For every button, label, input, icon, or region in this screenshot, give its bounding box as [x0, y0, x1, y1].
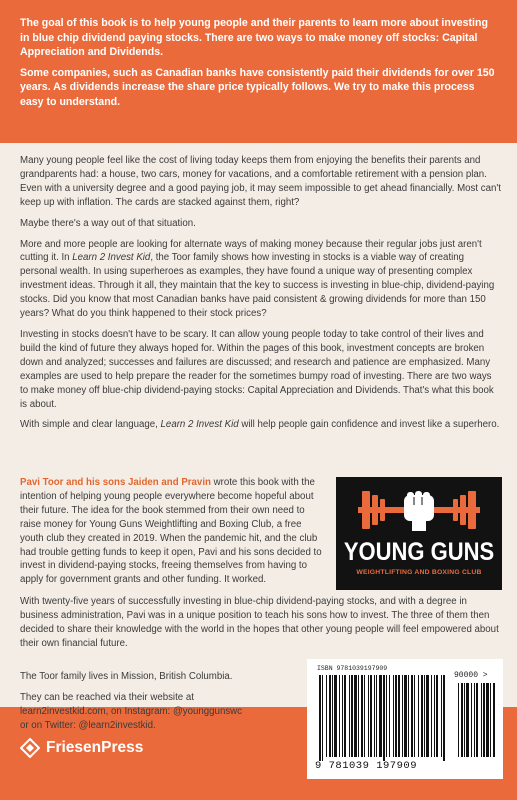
logo-name: YOUNG GUNS [343, 537, 495, 566]
barcode-bar [342, 675, 343, 757]
barcode-bar [326, 675, 327, 757]
friesenpress-diamond-icon [20, 738, 40, 758]
body-paragraph-2: Maybe there's a way out of that situation. [20, 217, 196, 229]
publisher-name: FriesenPress [46, 739, 144, 756]
contact-end: . [152, 719, 156, 731]
author-bio [20, 476, 326, 587]
barcode-bar [393, 675, 394, 757]
barcode-bar [424, 675, 425, 757]
barcode-bar [358, 675, 359, 757]
barcode-bar [349, 675, 350, 757]
price-code: 90000 > [454, 671, 488, 680]
publisher-logo [20, 738, 143, 758]
contact-line-1: They can be reached via their website at [20, 691, 194, 703]
addon-barcode-bar [458, 683, 459, 757]
barcode-bar [414, 675, 415, 757]
barcode-bar [322, 675, 323, 761]
barcode-bars [307, 659, 503, 763]
barbell-fist-icon [336, 477, 502, 541]
twitter-handle[interactable]: @learn2investkid [78, 719, 153, 731]
barcode-bar [383, 675, 385, 761]
barcode-bar [426, 675, 429, 757]
author-paragraph [20, 476, 326, 587]
barcode-bar [332, 675, 333, 757]
barcode-bar [386, 675, 387, 757]
barcode-bar [408, 675, 409, 757]
logo-subtitle: WEIGHTLIFTING AND BOXING CLUB [356, 569, 482, 576]
barcode-bar [370, 675, 372, 757]
banner-paragraph-1: The goal of this book is to help young people and their parents to learn more about investing in blue chip dividend paying stocks. There are two ways to make money off stocks: Capital Appreciation and Dividends. [20, 17, 488, 59]
addon-barcode-bar [476, 683, 478, 757]
book-title: Learn 2 Invest Kid [160, 419, 239, 431]
body-p5-after: will help people gain confidence and invest like a superhero. [238, 419, 500, 431]
barcode-bar [443, 675, 445, 761]
barcode-bar [339, 675, 340, 757]
barcode-bar [418, 675, 419, 757]
barcode-bar [404, 675, 407, 757]
contact-line-2 [20, 705, 300, 719]
author-text: wrote this book with the intention of helping young people everywhere become hopeful about their future. The idea for the book stemmed from their own need to raise money for Young Guns Weightlifting and Boxing Club, a free youth club they created in 2019. When the pandemic hit, and the club had trouble getting funds to keep it open, Pavi and his sons decided to invest in dividend-paying stocks, freeing themselves from having to apply for government grants and other funding. It worked. [20, 477, 322, 586]
body-paragraph-1: Many young people feel like the cost of living today keeps them from enjoying the benefits their parents and grandparents had: a house, two cars, money for vacations, and a comfortable retirement with a pension plan. Even with a university degree and a good paying job, it may seem impossible to get ahead financially. Most can't keep up with inflation. The cards are stacked against them, right? [20, 155, 501, 208]
website-link[interactable]: learn2investkid.com [20, 705, 106, 717]
addon-barcode-bar [471, 683, 472, 757]
barcode-bar [319, 675, 321, 761]
contact-twitter-prefix: or on Twitter: [20, 719, 79, 731]
body-paragraph-4: Investing in stocks doesn't have to be scary. It can allow young people today to take control of their lives and build the kind of future they always hoped for. Within the pages of this book, investment concepts are broken down and analyzed; successes and failures are discussed; and research and patience are emphasized. Many examples are used to help prepare the reader for the sometimes bumpy road of investing. There are two ways to make money off blue-chip dividend-paying stocks: Capital Appreciation and Dividends. That's what this book is about. [20, 328, 494, 410]
contact-line-3 [20, 719, 300, 733]
body-p3-after: , the Toor family shows how investing in stocks is a viable way of creating personal wealth. In using superheroes as examples, they have found a unique way of presenting complex investment ideas. Through it all, they maintain that the key to success is investing in blue-chip, dividend-paying stocks. Did you know that most Canadian banks have paid consistent & growing dividends for more than 150 years? What do you think happened to their stock prices? [20, 252, 495, 320]
young-guns-logo [336, 477, 502, 590]
contact-info [20, 670, 300, 733]
author-names: Pavi Toor and his sons Jaiden and Pravin [20, 477, 211, 488]
top-banner [0, 0, 517, 143]
addon-barcode-bar [461, 683, 463, 757]
book-title: Learn 2 Invest Kid [72, 252, 151, 264]
body-p5-before: With simple and clear language, [20, 419, 161, 431]
barcode-bar [421, 675, 423, 757]
addon-barcode-bar [483, 683, 485, 757]
barcode-bar [434, 675, 435, 757]
isbn-barcode [307, 659, 503, 779]
body-paragraph-3 [20, 238, 502, 321]
isbn-label: ISBN 9781039197909 [317, 665, 388, 672]
barcode-bar [436, 675, 438, 757]
addon-barcode-bar [486, 683, 489, 757]
addon-barcode-bar [466, 683, 469, 757]
addon-barcode-bar [493, 683, 495, 757]
barcode-bar [329, 675, 331, 757]
barcode-bar [398, 675, 400, 757]
lower-paragraph-1: With twenty-five years of successfully investing in blue-chip dividend-paying stocks, and with a degree in business administration, Pavi was in a unique position to teach his sons how to invest. The three of them then decided to share their knowledge with the world in the hopes that other young people will feel empowered about their own financial future. [20, 596, 499, 649]
barcode-bar [395, 675, 397, 757]
barcode-bar [364, 675, 365, 757]
description-body [20, 154, 502, 439]
barcode-bar [376, 675, 377, 757]
barcode-bar [431, 675, 432, 757]
barcode-bar [379, 675, 382, 757]
isbn-digits: 9 781039 197909 [315, 760, 418, 772]
instagram-handle[interactable]: @younggunswc [172, 705, 243, 717]
body-p3-before: More and more people are looking for alternate ways of making money because their regular jobs just aren't cutting it. In [20, 238, 482, 264]
barcode-bar [402, 675, 403, 757]
addon-barcode-bar [474, 683, 475, 757]
author-background [20, 595, 502, 658]
barcode-bar [411, 675, 413, 757]
barcode-bar [334, 675, 337, 757]
barcode-bar [351, 675, 353, 757]
barcode-bar [354, 675, 357, 757]
addon-barcode-bar [490, 683, 491, 757]
banner-paragraph-2: Some companies, such as Canadian banks have consistently paid their dividends for over 150 years. As dividends increase the share price typically follows. We try to make this process easy to understand. [20, 66, 495, 108]
barcode-bar [441, 675, 442, 757]
barcode-bar [389, 675, 390, 757]
contact-mid: , on Instagram: [105, 705, 173, 717]
body-paragraph-5 [20, 418, 502, 432]
location-line: The Toor family lives in Mission, British Columbia. [20, 671, 233, 682]
addon-barcode-bar [481, 683, 482, 757]
barcode-bar [368, 675, 369, 757]
addon-barcode-bar [464, 683, 465, 757]
barcode-bar [361, 675, 363, 757]
barcode-bar [374, 675, 375, 757]
barcode-bar [344, 675, 346, 757]
